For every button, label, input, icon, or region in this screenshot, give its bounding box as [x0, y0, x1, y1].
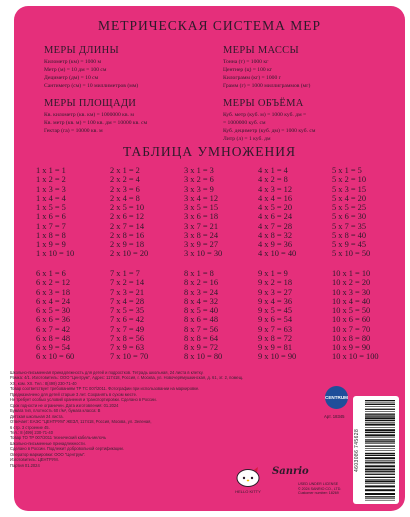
- table-cell: 2 x 10 = 20: [110, 249, 149, 259]
- table-cell: 9 x 4 = 36: [258, 296, 293, 306]
- barcode-bar: [365, 496, 395, 497]
- brand-badge: CENTRUM: [325, 386, 348, 409]
- table-cell: 5 x 5 = 25: [332, 203, 367, 212]
- barcode-bar: [365, 439, 395, 440]
- table-cell: 2 x 3 = 6: [110, 184, 140, 194]
- barcode-bar: [365, 403, 395, 404]
- table-cell: 3 x 8 = 24: [184, 230, 219, 240]
- table-cell: 8 x 1 = 8: [184, 269, 214, 278]
- barcode-bar: [365, 465, 395, 467]
- table-cell: 9 x 8 = 72: [258, 333, 293, 343]
- length-line: Дециметр (дм) = 10 см: [44, 75, 99, 82]
- table-cell: 10 x 7 = 70: [332, 324, 371, 334]
- table-cell: 4 x 9 = 36: [258, 240, 293, 249]
- fine-print-line: Тел.: 8 (499) 230-71-40: [10, 429, 53, 435]
- length-line: Километр (км) = 1000 м: [44, 59, 101, 65]
- table-cell: 3 x 7 = 21: [184, 221, 219, 231]
- table-cell: 7 x 6 = 42: [110, 315, 145, 325]
- barcode-bar: [365, 483, 395, 484]
- table-cell: 7 x 10 = 70: [110, 352, 149, 362]
- mass-line: Центнер (ц) = 100 кг: [223, 67, 273, 74]
- multiplication-table: [36, 166, 392, 362]
- fine-print-line: 6 стр. 3 строение 45.: [10, 424, 50, 430]
- table-cell: 9 x 6 = 54: [258, 315, 293, 325]
- fine-print-line: Сделано в России. Подлежит добровольной сертификации.: [10, 446, 124, 452]
- table-cell: 2 x 4 = 8: [110, 193, 140, 203]
- table-cell: 1 x 5 = 5: [36, 203, 66, 212]
- fine-print-line: Не требует особых условий хранения и транспортировки. Сделано в России.: [10, 397, 157, 403]
- barcode-bar: [365, 417, 395, 419]
- barcode-bar: [365, 477, 395, 478]
- barcode-bar: [365, 480, 395, 482]
- table-cell: 6 x 10 = 60: [36, 352, 75, 362]
- area-line: Кв. километр (кв. км) = 1000000 кв. м: [44, 112, 134, 118]
- barcode-bar: [365, 406, 395, 407]
- mass-heading: МЕРЫ МАССЫ: [223, 45, 299, 56]
- barcode-bar: [365, 462, 395, 463]
- volume-line: Литр (л) = 1 куб. дм: [223, 136, 271, 143]
- table-cell: 1 x 7 = 7: [36, 221, 66, 231]
- barcode-bar: [365, 469, 395, 471]
- table-cell: 9 x 10 = 90: [258, 352, 297, 362]
- barcode-bar: [365, 460, 395, 461]
- table-cell: 9 x 9 = 81: [258, 343, 293, 352]
- table-cell: 7 x 4 = 28: [110, 296, 145, 306]
- length-line: Метр (м) = 10 дм = 100 см: [44, 67, 107, 74]
- area-line: Гектар (га) = 10000 кв. м: [44, 128, 103, 135]
- table-cell: 2 x 1 = 2: [110, 166, 140, 175]
- table-cell: 3 x 6 = 18: [184, 212, 219, 222]
- table-cell: 1 x 9 = 9: [36, 240, 66, 249]
- table-cell: 3 x 3 = 9: [184, 184, 214, 194]
- table-cell: 6 x 9 = 54: [36, 343, 71, 352]
- table-cell: 4 x 3 = 12: [258, 184, 293, 194]
- table-cell: 4 x 1 = 4: [258, 166, 288, 175]
- area-list: [44, 111, 147, 135]
- table-cell: 1 x 1 = 1: [36, 166, 66, 175]
- license-line: © 2024 SANRIO CO., LTD.: [298, 486, 342, 491]
- table-cell: 4 x 4 = 16: [258, 193, 293, 203]
- table-cell: 2 x 6 = 12: [110, 212, 145, 222]
- table-cell: 1 x 2 = 2: [36, 175, 66, 185]
- table-cell: 7 x 5 = 35: [110, 306, 145, 315]
- table-cell: 7 x 3 = 21: [110, 287, 145, 297]
- barcode-bar: [365, 400, 395, 401]
- table-cell: 2 x 2 = 4: [110, 175, 140, 185]
- table-cell: 9 x 7 = 63: [258, 324, 293, 334]
- table-cell: 8 x 9 = 72: [184, 343, 219, 352]
- table-cell: 8 x 7 = 56: [184, 324, 219, 334]
- article-number: Арт. 18345: [324, 414, 345, 419]
- volume-heading: МЕРЫ ОБЪЁМА: [223, 98, 304, 109]
- license-line: USED UNDER LICENSE: [298, 482, 339, 486]
- barcode-bar: [365, 457, 395, 459]
- mass-line: Килограмм (кг) = 1000 г: [223, 75, 281, 82]
- table-cell: 7 x 7 = 49: [110, 324, 145, 334]
- table-cell: 6 x 7 = 42: [36, 324, 71, 334]
- fine-print-line: Изготовитель: ЦЕНТРУМ.: [10, 457, 59, 463]
- table-cell: 4 x 7 = 28: [258, 221, 293, 231]
- barcode-bar: [365, 479, 395, 480]
- license-line: Customer number: 18269: [298, 491, 339, 495]
- barcode-bar: [365, 471, 395, 472]
- table-cell: 6 x 8 = 48: [36, 333, 71, 343]
- table-cell: 5 x 4 = 20: [332, 193, 367, 203]
- table-cell: 4 x 5 = 20: [258, 203, 293, 212]
- table-cell: 10 x 1 = 10: [332, 269, 371, 278]
- table-cell: 3 x 5 = 15: [184, 203, 219, 212]
- table-cell: 10 x 9 = 90: [332, 343, 371, 352]
- table-cell: 2 x 7 = 14: [110, 221, 145, 231]
- table-cell: 8 x 3 = 24: [184, 287, 219, 297]
- area-heading: МЕРЫ ПЛОЩАДИ: [44, 98, 137, 109]
- fine-print-line: Рамка: 4/1. Изготовитель: ООО "Центрум", Адрес: 117418, Россия, г. Москва, ул. Новочерёмушкинская, д. 61, эт. 2, помещ.: [10, 375, 244, 381]
- barcode-bar: [365, 500, 395, 501]
- barcode-bar: [365, 429, 395, 431]
- svg-text:HELLO KITTY: HELLO KITTY: [235, 489, 261, 494]
- table-cell: 7 x 9 = 63: [110, 343, 145, 352]
- table-cell: 8 x 8 = 64: [184, 333, 219, 343]
- mass-list: [223, 58, 310, 90]
- fine-print-line: Товар ТО ТР 007/2011 технический кабель-мелочь: [10, 435, 107, 441]
- barcode-bar: [365, 443, 395, 444]
- mass-line: Грамм (г) = 1000 миллиграммов (мг): [223, 83, 311, 90]
- barcode-bar: [365, 432, 395, 433]
- table-cell: 8 x 6 = 48: [184, 315, 219, 325]
- table-cell: 9 x 2 = 18: [258, 278, 293, 288]
- table-cell: 1 x 4 = 4: [36, 193, 66, 203]
- fine-print-line: Школьно-письменная принадлежность для детей и подростков. Тетрадь школьная, 24 листа в клетку.: [10, 370, 204, 375]
- table-cell: 7 x 2 = 14: [110, 278, 145, 288]
- table-cell: 10 x 2 = 20: [332, 278, 371, 288]
- hello-kitty-logo: [232, 463, 264, 495]
- barcode-bar: [365, 448, 395, 449]
- table-cell: 6 x 2 = 12: [36, 278, 71, 288]
- table-cell: 1 x 3 = 3: [36, 184, 66, 194]
- table-cell: 3 x 4 = 12: [184, 193, 219, 203]
- barcode-bar: [365, 446, 395, 447]
- fine-print-line: XX, ком. XX. Тел.: 8(499) 230-71-40: [10, 380, 77, 386]
- barcode-bar: [365, 434, 395, 436]
- volume-list: [223, 111, 315, 143]
- volume-line: Куб. метр (куб. м) = 1000 куб. дм =: [223, 112, 307, 118]
- barcode-bar: [365, 437, 395, 438]
- table-cell: 8 x 10 = 80: [184, 352, 223, 362]
- length-list: [44, 58, 138, 90]
- barcode-digits: 4603086 745628: [354, 428, 360, 472]
- volume-line: Куб. дециметр (куб. дм) = 1000 куб. см: [223, 128, 316, 135]
- length-line: Сантиметр (см) = 10 миллиметров (мм): [44, 83, 139, 90]
- barcode-bar: [365, 427, 395, 428]
- fine-print-line: Оператор маркировки: ООО "Центрум".: [10, 451, 86, 457]
- table-cell: 10 x 6 = 60: [332, 315, 371, 325]
- barcode-bar: [365, 420, 395, 421]
- table-cell: 9 x 1 = 9: [258, 269, 288, 278]
- fine-print-line: Отвечает: ЕАЭС "ЦЕНТРУМ" ЖЕЗЛ, 117418, Россия, Москва, ул. Зеленая,: [10, 419, 152, 425]
- barcode-bar: [365, 453, 395, 454]
- table-cell: 5 x 9 = 45: [332, 240, 367, 249]
- table-cell: 10 x 5 = 50: [332, 306, 371, 315]
- barcode-bar: [365, 485, 395, 487]
- length-heading: МЕРЫ ДЛИНЫ: [44, 45, 119, 56]
- mass-line: Тонна (т) = 1000 кг: [223, 59, 269, 65]
- table-cell: 6 x 1 = 6: [36, 269, 66, 278]
- table-cell: 5 x 7 = 35: [332, 221, 367, 231]
- fine-print-line: Срок годности не ограничен. Дата изготовления: 01.2024: [10, 402, 119, 408]
- table-cell: 7 x 1 = 7: [110, 269, 140, 278]
- barcode-bar: [365, 498, 395, 499]
- table-cell: 2 x 5 = 10: [110, 203, 145, 212]
- table-cell: 7 x 8 = 56: [110, 333, 145, 343]
- table-cell: 2 x 8 = 16: [110, 230, 145, 240]
- barcode-bar: [365, 415, 395, 416]
- table-cell: 3 x 2 = 6: [184, 175, 214, 185]
- table-cell: 5 x 10 = 50: [332, 249, 371, 259]
- fine-print-line: Школьно-письменные принадлежности.: [10, 440, 86, 446]
- table-cell: 3 x 9 = 27: [184, 240, 219, 249]
- barcode-bar: [365, 489, 395, 491]
- table-cell: 1 x 10 = 10: [36, 249, 75, 259]
- barcode-bar: [365, 414, 395, 415]
- table-cell: 4 x 8 = 32: [258, 230, 293, 240]
- fine-print-line: Партия 01.2024: [10, 462, 40, 468]
- barcode-bar: [365, 441, 395, 442]
- table-cell: 3 x 1 = 3: [184, 166, 214, 175]
- barcode-bar: [365, 455, 395, 456]
- license-block: [298, 482, 350, 496]
- table-cell: 5 x 2 = 10: [332, 175, 367, 185]
- barcode-bar: [365, 409, 395, 410]
- table-cell: 2 x 9 = 18: [110, 240, 145, 249]
- table-cell: 4 x 10 = 40: [258, 249, 297, 259]
- table-cell: 1 x 6 = 6: [36, 212, 66, 222]
- table-cell: 5 x 8 = 40: [332, 230, 367, 240]
- fine-print-line: Бумага тип, плотность 60 г/м², бумага класса: B: [10, 408, 101, 414]
- table-cell: 8 x 2 = 16: [184, 278, 219, 288]
- table-cell: 6 x 4 = 24: [36, 296, 71, 306]
- barcode-bar: [365, 422, 395, 423]
- barcode-bar: [365, 424, 395, 426]
- table-cell: 6 x 6 = 36: [36, 315, 71, 325]
- table-cell: 8 x 5 = 40: [184, 306, 219, 315]
- barcode-bar: [365, 404, 395, 405]
- barcode-bar: [365, 450, 395, 451]
- barcode-bar: [365, 493, 395, 495]
- sanrio-logo: Sanrio: [272, 466, 309, 477]
- barcode-bar: [365, 411, 395, 412]
- table-cell: 4 x 2 = 8: [258, 175, 288, 185]
- fine-print-line: Предназначено для детей старше 3 лет. Сохранять в сухом месте.: [10, 391, 138, 397]
- table-cell: 5 x 6 = 30: [332, 212, 367, 222]
- fine-print: [10, 370, 300, 468]
- barcode-bar: [365, 464, 395, 465]
- fine-print-line: Товар соответствует требованиям ТР ТС 007/2011. Фотографии при использовании на маркировке.: [10, 386, 200, 392]
- table-cell: 5 x 3 = 15: [332, 184, 367, 194]
- table-cell: 6 x 5 = 30: [36, 306, 71, 315]
- table-cell: 10 x 10 = 100: [332, 352, 379, 362]
- table-cell: 5 x 1 = 5: [332, 166, 362, 175]
- table-cell: 9 x 5 = 45: [258, 306, 293, 315]
- table-cell: 10 x 8 = 80: [332, 333, 371, 343]
- table-title: ТАБЛИЦА УМНОЖЕНИЯ: [122, 144, 297, 159]
- fine-print-line: Детская школьная 24 листа.: [10, 413, 64, 419]
- table-cell: 1 x 8 = 8: [36, 230, 66, 240]
- page-title: МЕТРИЧЕСКАЯ СИСТЕМА МЕР: [97, 18, 322, 33]
- table-cell: 10 x 4 = 40: [332, 296, 371, 306]
- table-cell: 9 x 3 = 27: [258, 287, 293, 297]
- table-cell: 8 x 4 = 32: [184, 296, 219, 306]
- table-cell: 4 x 6 = 24: [258, 212, 293, 222]
- volume-line: = 1000000 куб. см: [223, 120, 266, 127]
- table-cell: 3 x 10 = 30: [184, 249, 223, 259]
- table-cell: 6 x 3 = 18: [36, 287, 71, 297]
- table-cell: 10 x 3 = 30: [332, 287, 371, 297]
- area-line: Кв. метр (кв. м) = 100 кв. дм = 10000 кв. см: [44, 120, 148, 127]
- barcode-bar: [365, 474, 395, 475]
